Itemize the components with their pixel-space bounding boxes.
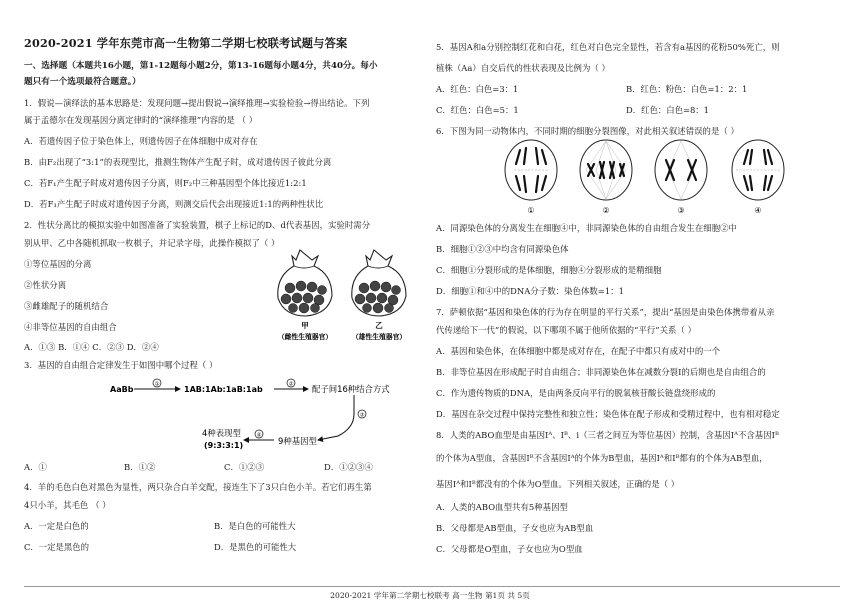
q7-stem-line2: 代传递给下一代”的假说，以下哪项不属于他所依据的“平行”关系（ ） (436, 325, 697, 335)
cell-2-icon (580, 140, 632, 200)
diagram-genotypes: 9种基因型 (278, 436, 317, 446)
q5-stem-line2: 植株（Aa）自交后代的性状表现及比例为（ ） (436, 63, 610, 73)
diagram-gametes: 1AB:1Ab:1aB:1ab (184, 385, 263, 394)
q4-option-c: C．一定是黑色的 (24, 542, 90, 552)
q8-option-c: C．父母都是O型血，子女也应为O型血 (436, 544, 583, 554)
bag-jia-label: 甲 (301, 321, 309, 330)
q6-option-c: C．细胞①分裂形成的是体细胞，细胞④分裂形成的是精细胞 (436, 265, 662, 275)
page-footer: 2020-2021 学年第二学期七校联考 高一生物 第1页 共 5页 (330, 591, 530, 600)
step-2-label: ② (288, 381, 294, 388)
diagram-combinations: 配子间16种结合方式 (312, 384, 390, 394)
q6-stem: 6．下图为同一动物体内，不同时期的细胞分裂图像，对此相关叙述错误的是（ ） (436, 126, 739, 136)
q1-stem-line1: 1．假说—演绎法的基本思路是：发现问题→提出假说→演绎推理→实验检验→得出结论。下列 (24, 98, 370, 108)
q7-option-a: A．基因和染色体，在体细胞中都是成对存在，在配子中都只有成对中的一个 (436, 346, 721, 356)
bag-yi-icon (352, 250, 406, 316)
cell-4-icon (732, 140, 784, 200)
q6-option-d: D．细胞①和④中的DNA分子数：染色体数=1：1 (436, 286, 625, 296)
q2-item-1: ①等位基因的分离 (24, 259, 92, 269)
q6-option-b: B．细胞①②③中均含有同源染色体 (436, 244, 569, 254)
diagram-aabb: AaBb (110, 385, 134, 394)
q3-stem: 3．基因的自由组合定律发生于如图中哪个过程（ ） (24, 360, 218, 370)
q3-option-c: C．①②③ (224, 462, 265, 472)
q1-stem-line2: 属于孟德尔在发现基因分离定律时的“演绎推理”内容的是 （ ） (24, 115, 258, 125)
footer-divider (24, 586, 840, 587)
q6-cell-figure (496, 138, 796, 218)
q7-option-b: B．非等位基因在形成配子时自由组合；非同源染色体在减数分裂Ⅰ的后期也是自由组合的 (436, 367, 766, 377)
q4-option-d: D．是黑色的可能性大 (214, 542, 297, 552)
q1-option-a: A．若遗传因子位于染色体上，则遗传因子在体细胞中成对存在 (24, 136, 258, 146)
q1-option-c: C．若F₁产生配子时成对遗传因子分离，则F₂中三种基因型个体比接近1:2:1 (24, 178, 307, 188)
q4-stem-line1: 4．羊的毛色白色对黑色为显性，两只杂合白羊交配，接连生下了3只白色小羊。若它们再生第 (24, 482, 372, 492)
q7-stem-line1: 7．萨顿依据“基因和染色体的行为存在明显的平行关系”，提出“基因是由染色体携带着从亲 (436, 307, 775, 317)
bag-yi-label: 乙 (375, 321, 383, 330)
q3-option-a: A．① (24, 462, 47, 472)
step-3-label: ③ (359, 412, 365, 419)
q5-stem-line1: 5．基因A和a分别控制红花和白花，红色对白色完全显性，若含有a基因的花粉50%死亡，则 (436, 42, 780, 52)
diagram-ratio: (9:3:3:1) (204, 441, 244, 450)
bag-jia-icon (278, 250, 332, 316)
q5-option-b: B．红色：粉色：白色=1：2：1 (626, 84, 748, 94)
step-1-label: ① (154, 381, 160, 388)
cell-4-label: ④ (754, 206, 762, 215)
section-heading-line2: 题只有一个选项最符合题意。） (24, 77, 141, 87)
q2-item-4: ④非等位基因的自由组合 (24, 322, 117, 332)
section-heading-line1: 一、选择题（本题共16小题，第1-12题每小题2分，第13-16题每小题4分，共40分。每小 (24, 61, 378, 71)
q1-option-d: D．若F₁产生配子时成对遗传因子分离，则测交后代会出现接近1:1的两种性状比 (24, 199, 324, 209)
q2-bags-figure (270, 246, 420, 346)
q4-option-a: A．一定是白色的 (24, 521, 89, 531)
q5-option-d: D．红色：白色=8：1 (626, 105, 710, 115)
q8-stem-line1: 8．人类的ABO血型是由基因Iᴬ、Iᴮ、i（三者之间互为等位基因）控制，含基因Iᴬ不含基因Iᴮ (436, 430, 779, 440)
q2-item-3: ③雌雄配子的随机结合 (24, 301, 109, 311)
q3-option-d: D．①②③④ (324, 462, 373, 472)
q2-stem-line1: 2．性状分离比的模拟实验中如图准备了实验装置，棋子上标记的D、d代表基因，实验时需分 (24, 220, 371, 230)
bag-yi-sublabel: （雄性生殖器官） (351, 333, 407, 341)
q5-option-a: A．红色：白色=3：1 (436, 84, 519, 94)
q5-option-c: C．红色：白色=5：1 (436, 105, 519, 115)
q2-options: A．①③ B．①④ C．②③ D．②④ (24, 342, 159, 352)
q7-option-c: C．作为遗传物质的DNA，是由两条反向平行的脱氧核苷酸长链盘绕形成的 (436, 388, 716, 398)
q8-stem-line3: 基因Iᴬ和Iᴮ都没有的个体为O型血。下列相关叙述，正确的是（ ） (436, 479, 680, 489)
step-4-label: ④ (256, 432, 262, 439)
cell-1-label: ① (527, 206, 535, 215)
q8-stem-line2: 的个体为A型血，含基因Iᴮ不含基因Iᴬ的个体为B型血，基因Iᴬ和Iᴮ都有的个体为AB型血， (436, 453, 768, 463)
q2-stem-line2: 别从甲、乙中各随机抓取一枚棋子，并记录字母，此操作模拟了（ ） (24, 238, 280, 248)
q8-option-a: A．人类的ABO血型共有5种基因型 (436, 502, 568, 512)
q1-option-b: B．由F₂出现了“3:1”的表现型比，推测生物体产生配子时，成对遗传因子彼此分离 (24, 157, 332, 167)
cell-3-icon (655, 140, 707, 200)
cell-1-icon (505, 140, 557, 200)
page-title: 2020-2021 学年东莞市高一生物第二学期七校联考试题与答案 (24, 36, 348, 50)
q4-option-b: B．是白色的可能性大 (214, 521, 296, 531)
diagram-phenotypes: 4种表现型 (202, 428, 241, 438)
q3-option-b: B．①② (124, 462, 156, 472)
q2-item-2: ②性状分离 (24, 280, 67, 290)
q3-flow-diagram (108, 378, 408, 454)
cell-3-label: ③ (677, 206, 685, 215)
q6-option-a: A．同源染色体的分离发生在细胞④中，非同源染色体的自由组合发生在细胞②中 (436, 223, 737, 233)
bag-jia-sublabel: （雌性生殖器官） (277, 333, 333, 341)
cell-2-label: ② (602, 206, 610, 215)
q4-stem-line2: 4只小羊，其毛色 （ ） (24, 500, 111, 510)
q8-option-b: B．父母都是AB型血，子女也应为AB型血 (436, 523, 594, 533)
q7-option-d: D．基因在杂交过程中保持完整性和独立性；染色体在配子形成和受精过程中，也有相对稳定 (436, 409, 780, 419)
